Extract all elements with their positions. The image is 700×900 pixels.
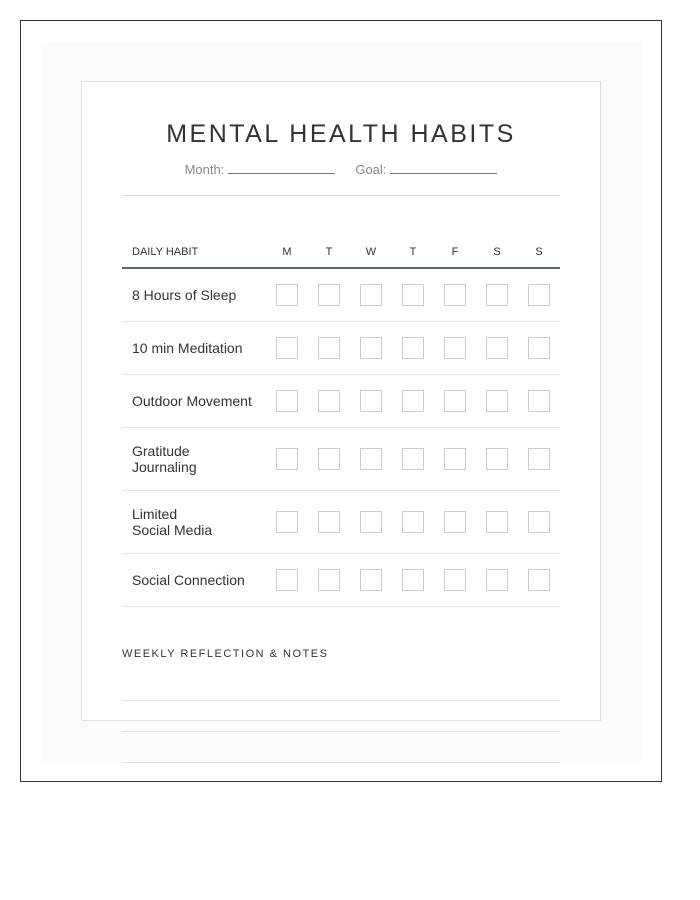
- habit-row: [122, 374, 560, 427]
- habit-checkbox[interactable]: [318, 284, 340, 306]
- day-cell: [518, 427, 560, 490]
- day-cell: [392, 321, 434, 374]
- day-cell: [518, 553, 560, 606]
- day-cell: [392, 268, 434, 321]
- habit-checkbox[interactable]: [444, 448, 466, 470]
- habit-checkbox[interactable]: [402, 390, 424, 412]
- goal-field[interactable]: [390, 160, 497, 174]
- column-header-day: M: [266, 236, 308, 268]
- notes-line[interactable]: [122, 762, 560, 763]
- habit-checkbox[interactable]: [444, 284, 466, 306]
- habit-checkbox[interactable]: [318, 511, 340, 533]
- habit-checkbox[interactable]: [360, 337, 382, 359]
- day-cell: [350, 490, 392, 553]
- day-cell: [434, 321, 476, 374]
- day-cell: [308, 553, 350, 606]
- habit-checkbox[interactable]: [276, 390, 298, 412]
- habit-checkbox[interactable]: [360, 511, 382, 533]
- habit-checkbox[interactable]: [402, 569, 424, 591]
- habit-checkbox[interactable]: [402, 284, 424, 306]
- habit-checkbox[interactable]: [444, 569, 466, 591]
- column-header-day: T: [392, 236, 434, 268]
- day-cell: [350, 553, 392, 606]
- day-cell: [350, 321, 392, 374]
- day-cell: [476, 321, 518, 374]
- day-cell: [434, 490, 476, 553]
- habit-checkbox[interactable]: [528, 284, 550, 306]
- habit-checkbox[interactable]: [360, 569, 382, 591]
- day-cell: [308, 490, 350, 553]
- habit-checkbox[interactable]: [486, 448, 508, 470]
- month-field[interactable]: [228, 160, 335, 174]
- habit-checkbox[interactable]: [486, 337, 508, 359]
- habit-checkbox[interactable]: [318, 337, 340, 359]
- column-header-habit: DAILY HABIT: [122, 236, 266, 268]
- habit-checkbox[interactable]: [486, 390, 508, 412]
- habit-label: Outdoor Movement: [122, 374, 266, 427]
- day-cell: [518, 321, 560, 374]
- month-label: Month:: [184, 162, 225, 177]
- habit-checkbox[interactable]: [276, 284, 298, 306]
- habit-checkbox[interactable]: [360, 284, 382, 306]
- habit-checkbox[interactable]: [318, 448, 340, 470]
- habit-row: [122, 321, 560, 374]
- habit-label: Social Connection: [122, 553, 266, 606]
- day-cell: [350, 268, 392, 321]
- day-cell: [350, 374, 392, 427]
- day-cell: [308, 321, 350, 374]
- day-cell: [266, 427, 308, 490]
- meta-fields: [122, 160, 560, 177]
- habit-label: 10 min Meditation: [122, 321, 266, 374]
- day-cell: [308, 374, 350, 427]
- day-cell: [266, 490, 308, 553]
- habit-row: [122, 553, 560, 606]
- day-cell: [476, 553, 518, 606]
- habit-row: [122, 268, 560, 321]
- day-cell: [434, 553, 476, 606]
- day-cell: [392, 553, 434, 606]
- habit-checkbox[interactable]: [528, 448, 550, 470]
- habit-label: Limited Social Media: [122, 490, 266, 553]
- column-header-day: T: [308, 236, 350, 268]
- habit-row: [122, 490, 560, 553]
- habit-checkbox[interactable]: [402, 337, 424, 359]
- habit-label: 8 Hours of Sleep: [122, 268, 266, 321]
- habit-table: [122, 236, 560, 607]
- day-cell: [392, 427, 434, 490]
- habit-checkbox[interactable]: [444, 337, 466, 359]
- day-cell: [476, 268, 518, 321]
- habit-checkbox[interactable]: [276, 448, 298, 470]
- column-header-day: S: [476, 236, 518, 268]
- habit-checkbox[interactable]: [528, 390, 550, 412]
- day-cell: [266, 268, 308, 321]
- day-cell: [392, 490, 434, 553]
- goal-label: Goal:: [355, 162, 387, 177]
- day-cell: [308, 427, 350, 490]
- day-cell: [476, 427, 518, 490]
- habit-checkbox[interactable]: [528, 511, 550, 533]
- habit-label: Gratitude Journaling: [122, 427, 266, 490]
- habit-checkbox[interactable]: [402, 448, 424, 470]
- day-cell: [266, 374, 308, 427]
- day-cell: [518, 374, 560, 427]
- habit-checkbox[interactable]: [276, 511, 298, 533]
- day-cell: [350, 427, 392, 490]
- habit-checkbox[interactable]: [528, 337, 550, 359]
- habit-checkbox[interactable]: [486, 569, 508, 591]
- day-cell: [476, 490, 518, 553]
- day-cell: [308, 268, 350, 321]
- day-cell: [266, 321, 308, 374]
- habit-checkbox[interactable]: [444, 511, 466, 533]
- habit-checkbox[interactable]: [486, 284, 508, 306]
- habit-checkbox[interactable]: [486, 511, 508, 533]
- habit-checkbox[interactable]: [444, 390, 466, 412]
- habit-checkbox[interactable]: [402, 511, 424, 533]
- habit-checkbox[interactable]: [528, 569, 550, 591]
- day-cell: [518, 268, 560, 321]
- column-header-day: S: [518, 236, 560, 268]
- page-title: MENTAL HEALTH HABITS: [166, 120, 516, 148]
- day-cell: [392, 374, 434, 427]
- day-cell: [518, 490, 560, 553]
- day-cell: [434, 374, 476, 427]
- habit-checkbox[interactable]: [318, 569, 340, 591]
- notes-line[interactable]: [122, 731, 560, 732]
- habit-row: [122, 427, 560, 490]
- divider: [122, 195, 560, 196]
- day-cell: [434, 268, 476, 321]
- notes-title: WEEKLY REFLECTION & NOTES: [122, 648, 329, 660]
- habit-checkbox[interactable]: [360, 390, 382, 412]
- habit-checkbox[interactable]: [276, 569, 298, 591]
- habit-checkbox[interactable]: [360, 448, 382, 470]
- column-header-day: W: [350, 236, 392, 268]
- notes-line[interactable]: [122, 700, 560, 701]
- day-cell: [266, 553, 308, 606]
- habit-checkbox[interactable]: [276, 337, 298, 359]
- day-cell: [476, 374, 518, 427]
- habit-checkbox[interactable]: [318, 390, 340, 412]
- column-header-day: F: [434, 236, 476, 268]
- day-cell: [434, 427, 476, 490]
